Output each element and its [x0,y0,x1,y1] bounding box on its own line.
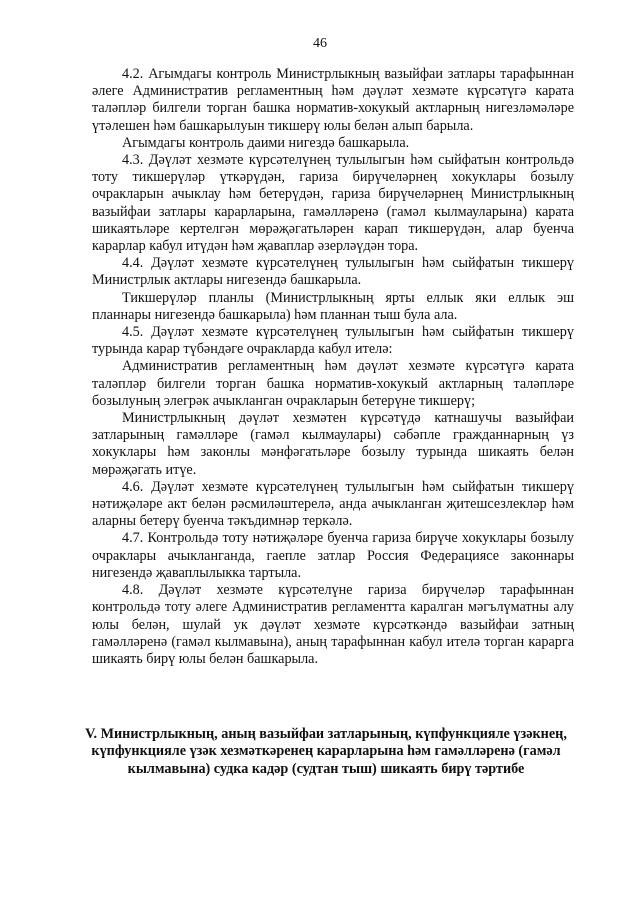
paragraph-4-5: 4.5. Дәүләт хезмәте күрсәтелүнең тулылыгын һәм сыйфатын тикшерү турында карар түбәндәге очракларда кабул ителә: [92,324,574,358]
section-heading: V. Министрлыкның, аның вазыйфаи затларының, күпфункцияле үзәкнең, күпфункцияле үзәк хезмәткәренең карарларына һәм гамәлләренә (гамәл кылмавына) судка кадәр (судтан тыш) шикаять бирү тәртибе [85,726,567,777]
paragraph-4-6: 4.6. Дәүләт хезмәте күрсәтелүнең тулылыгын һәм сыйфатын тикшерү нәтиҗәләре акт белән рәсмиләштерелә, анда ачыкланган җитешсезлекләр һәм аларны бетерү буенча тәкъдимнәр теркәлә. [92,478,574,530]
paragraph-4-5-case-1: Административ регламентның һәм дәүләт хезмәте күрсәтүгә карата таләпләр билгели торган башка норматив-хокукый актларның таләпләре бозылуның элегрәк ачыкланган очракларын бетерүне тикшерү; [92,358,574,409]
page-number: 46 [313,36,327,51]
paragraph-4-5-case-2: Министрлыкның дәүләт хезмәтен күрсәтүдә катнашучы вазыйфаи затларының гамәлләре (гамәл кылмаулары) сәбәпле гражданнарның үз хокуклары һәм законлы мәнфәгатьләре бозылу турында шикаять белән мөрәҗәгать итүе. [92,410,574,478]
paragraph-4-2: 4.2. Агымдагы контроль Министрлыкның вазыйфаи затлары тарафыннан әлеге Административ регламентның һәм дәүләт хезмәте күрсәтүгә карата таләпләр билгели торган башка норматив-хокукый актларның нигезләмәләре үтәлешен һәм башкарылуын тикшерү юлы белән алып барыла. [92,66,574,134]
body-text [92,66,574,668]
paragraph-4-4-note: Тикшерүләр планлы (Министрлыкның ярты еллык яки еллык эш планнары нигезендә башкарыла) һәм планнан тыш була ала. [92,289,574,323]
paragraph-4-2-note: Агымдагы контроль даими нигездә башкарыла. [122,134,410,151]
paragraph-4-3: 4.3. Дәүләт хезмәте күрсәтелүнең тулылыгын һәм сыйфатын контрольдә тоту тикшерүләр үткәрүдән, гариза бирүчеләрнең хокуклары бозылу очракларын ачыклау һәм бетерүдән, гариза бирүчеләрнең Министрлыкның вазыйфаи затлары карарларына, гамәлләренә (гамәл кылмауларына) карата шикаятьләре кертелгән мөрәҗәгатьләрен карап тикшерүдән, алар буенча карарлар кабул итүдән һәм җаваплар әзерләүдән тора. [92,152,574,255]
paragraph-4-8: 4.8. Дәүләт хезмәте күрсәтелүне гариза бирүчеләр тарафыннан контрольдә тоту әлеге Административ регламентта каралган мәгълүматны алу юлы белән, шулай ук дәүләт хезмәте күрсәткәндә вазыйфаи затның гамәлләренә (гамәл кылмавына), аның тарафыннан кабул ителә торган карарга шикаять бирү юлы белән башкарыла. [92,582,574,667]
paragraph-4-7: 4.7. Контрольдә тоту нәтиҗәләре буенча гариза бирүче хокуклары бозылу очраклары ачыкланганда, гаепле затлар Россия Федерациясе законнары нигезендә җаваплылыкка тартыла. [92,530,574,581]
paragraph-4-4: 4.4. Дәүләт хезмәте күрсәтелүнең тулылыгын һәм сыйфатын тикшерү Министрлык актлары нигезендә башкарыла. [92,255,574,289]
